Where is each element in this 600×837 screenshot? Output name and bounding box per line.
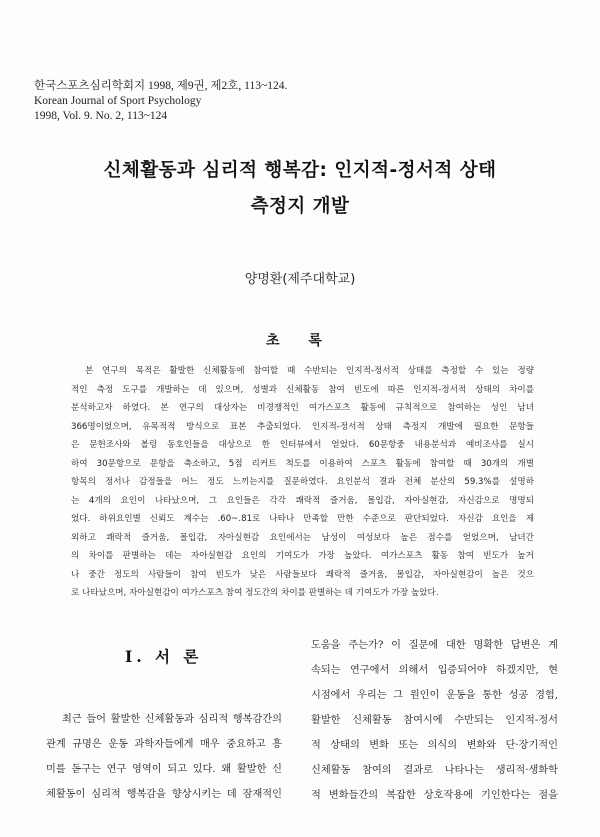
abstract-heading: 초 록 — [266, 333, 334, 349]
abstract-line: 적인 측정 도구를 개발하는 데 있으며, 성별과 신체활동 참여 빈도에 따른 인지적-정서적 상태의 차이를 — [71, 384, 534, 395]
body-line: 관계 규명은 운동 과학자들에게 매우 중요하고 흥 — [46, 739, 282, 750]
body-line: 적 상태의 변화 또는 의식의 변화와 단·장기적인 — [311, 740, 558, 751]
abstract-line: 의 차이를 판별하는 데는 자아실현감 요인의 기여도가 가장 높았다. 여가스포츠 활동 참여 빈도가 높거 — [71, 551, 534, 561]
body-line: 최근 들어 활발한 신체활동과 심리적 행복감간의 — [62, 714, 282, 725]
body-line: 도움을 주는가? 이 질문에 대한 명확한 답변은 계 — [311, 640, 558, 651]
abstract-line: 항목의 정서나 감정들을 어느 정도 느끼는지를 질문하였다. 요인분석 결과 전체 분산의 59.3%를 설명하 — [71, 477, 534, 487]
section-heading-introduction: Ⅰ. 서 론 — [125, 647, 203, 666]
body-line: 적 변화들간의 복잡한 상호작용에 기인한다는 점을 — [311, 790, 558, 801]
body-line: 신체활동 참여의 결과로 나타나는 생리적·생화학 — [311, 765, 558, 776]
abstract-line: 는 4개의 요인이 나타났으며, 그 요인들은 각각 쾌락적 즐거움, 몰입감, 자아실현감, 자신감으로 명명되 — [71, 495, 534, 506]
body-line: 활발한 신체활동 참여시에 수반되는 인지적-정서 — [311, 715, 558, 726]
abstract-line: 은 문헌조사와 볼링 동호인들을 대상으로 한 인터뷰에서 얻었다. 60문항중 내용분석과 예비조사를 실시 — [71, 440, 534, 450]
paper-title — [0, 153, 600, 225]
abstract-line: 로 나타났으며, 자아실현감이 여가스포츠 참여 정도간의 차이를 판별하는 데 기여도가 가장 높았다. — [71, 588, 439, 598]
abstract-body — [71, 362, 534, 603]
body-line: 속되는 연구에서 의해서 입증되어야 하겠지만, 현 — [311, 665, 558, 676]
body-line: 미를 돋구는 연구 영역이 되고 있다. 왜 활발한 신 — [46, 764, 282, 775]
body-line: 시점에서 우리는 그 원인이 운동을 통한 성공 경험, — [311, 690, 558, 701]
paper-title-line-2: 측정지 개발 — [250, 196, 350, 217]
abstract-line: 366명이었으며, 유목적적 방식으로 표본 추출되었다. 인지적-정서적 상태 측정지 개발에 필요한 문항들 — [71, 421, 534, 432]
abstract-line: 나 중간 정도의 사람들이 참여 빈도가 낮은 사람들보다 쾌락적 즐거움, 몰입감, 자아실현감이 높은 것으 — [71, 569, 534, 580]
body-line: 체활동이 심리적 행복감을 향상시키는 데 잠재적인 — [46, 789, 282, 800]
abstract-line: 었다. 하위요인별 신뢰도 계수는 .60~.81로 나타나 만족할 만한 수준으로 판단되었다. 자신감 요인을 제 — [71, 514, 534, 524]
journal-name-english: Korean Journal of Sport Psychology — [34, 95, 202, 107]
body-column-left — [46, 707, 282, 807]
journal-citation-english: 1998, Vol. 9. No. 2, 113~124 — [34, 110, 168, 122]
journal-citation-korean: 한국스포츠심리학회지 1998, 제9권, 제2호, 113~124. — [34, 80, 288, 92]
journal-header — [34, 79, 287, 124]
abstract-line: 외하고 쾌락적 즐거움, 몰입감, 자아실현감 요인에서는 남성이 여성보다 높은 점수를 얻었으며, 남녀간 — [71, 532, 534, 543]
body-column-right — [311, 633, 558, 808]
paper-title-line-1: 신체활동과 심리적 행복감: 인지적-정서적 상태 — [103, 160, 497, 181]
abstract-line: 본 연구의 목적은 활발한 신체활동에 참여할 때 수반되는 인지적-정서적 상태를 측정할 수 있는 정량 — [85, 366, 534, 376]
author-affiliation: 양명환(제주대학교) — [244, 272, 356, 287]
abstract-line: 분석하고자 하였다. 본 연구의 대상자는 비경쟁적인 여가스포츠 활동에 규칙적으로 참여하는 성인 남녀 — [71, 403, 534, 413]
abstract-line: 하여 30문항으로 문항을 축소하고, 5점 리커트 척도를 이용하여 스포츠 활동에 참여할 때 30개의 개별 — [71, 458, 534, 469]
